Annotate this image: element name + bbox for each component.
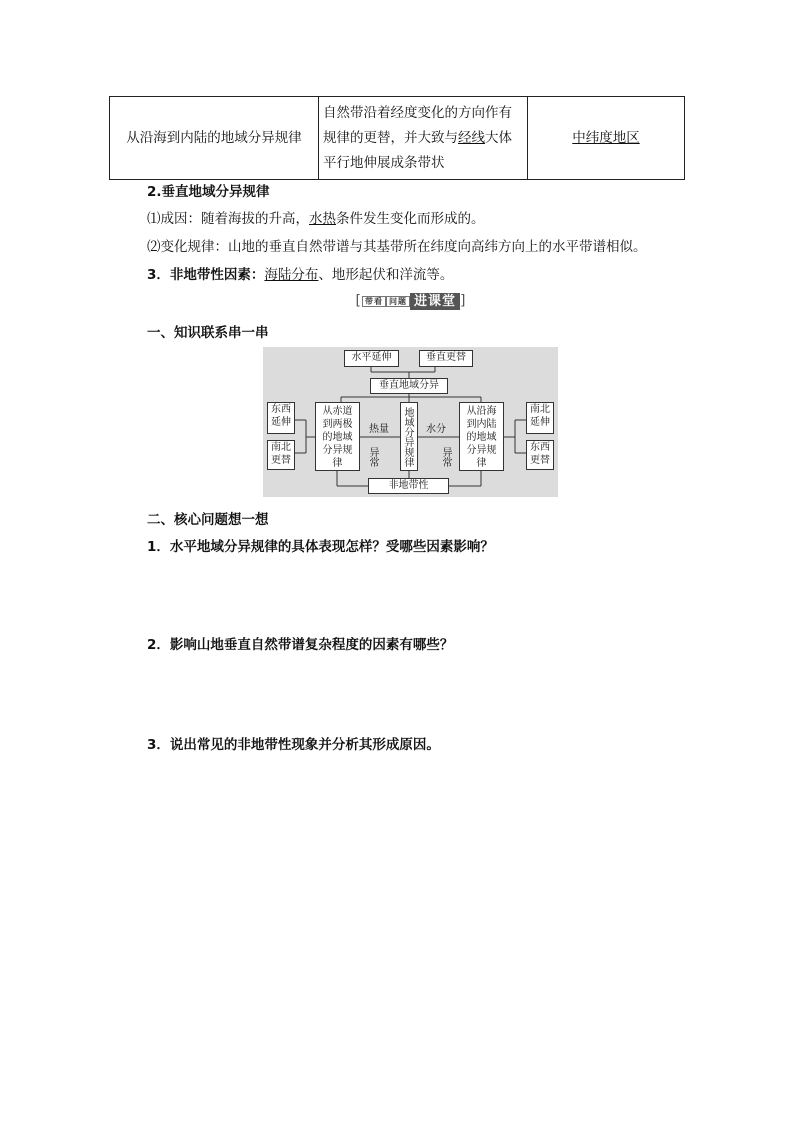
- heading-knowledge: 一、知识联系串一串: [147, 325, 269, 341]
- box-north-south-replacement-left: 南北更替: [267, 440, 295, 470]
- box-azonal: 非地带性: [368, 478, 449, 494]
- badge-small-left: 带看: [362, 296, 386, 307]
- box-north-south-extension: 南北延伸: [526, 402, 554, 434]
- question-3: 3．说出常见的非地带性现象并分析其形成原因。: [147, 737, 440, 753]
- box-regional-differentiation: 地域分异规律: [400, 402, 418, 471]
- table-cell-region: 中纬度地区: [528, 97, 685, 180]
- question-1: 1．水平地域分异规律的具体表现怎样？受哪些因素影响？: [147, 539, 494, 555]
- box-east-west-replacement: 东西更替: [526, 440, 554, 470]
- section-badge: [ 带看 问题 进课堂 ]: [355, 293, 467, 309]
- label-heat: 热量: [369, 424, 389, 435]
- section2-rule: ⑵变化规律：山地的垂直自然带谱与其基带所在纬度向高纬方向上的水平带谱相似。: [147, 239, 647, 255]
- label-water: 水分: [426, 424, 446, 435]
- section3-factors: 3．非地带性因素：海陆分布、地形起伏和洋流等。: [147, 267, 454, 283]
- concept-diagram: [263, 347, 558, 497]
- box-horizontal-extension: 水平延伸: [344, 350, 399, 367]
- box-east-west-extension: 东西延伸: [267, 402, 295, 434]
- table-cell-rule: 从沿海到内陆的地域分异规律: [110, 97, 319, 180]
- table-cell-description: 自然带沿着经度变化的方向作有规律的更替，并大致与经线大体平行地伸展成条带状: [319, 97, 528, 180]
- badge-main: 进课堂: [410, 293, 460, 310]
- box-vertical-differentiation: 垂直地域分异: [370, 378, 448, 394]
- heading-core-questions: 二、核心问题想一想: [147, 512, 269, 528]
- label-abnormal-left: 异常: [367, 447, 378, 467]
- badge-small-right: 问题: [386, 296, 410, 307]
- box-vertical-replacement: 垂直更替: [419, 350, 473, 367]
- section2-title: 2.垂直地域分异规律: [147, 184, 270, 200]
- section2-cause: ⑴成因：随着海拔的升高，水热条件发生变化而形成的。: [147, 211, 485, 227]
- table-row: [110, 97, 685, 180]
- box-equator-to-poles: 从赤道到两极的地域分异规律: [315, 402, 360, 471]
- box-coast-to-inland: 从沿海到内陆的地域分异规律: [459, 402, 504, 471]
- label-abnormal-right: 异常: [440, 447, 451, 467]
- question-2: 2．影响山地垂直自然带谱复杂程度的因素有哪些？: [147, 637, 454, 653]
- summary-table: [109, 96, 685, 180]
